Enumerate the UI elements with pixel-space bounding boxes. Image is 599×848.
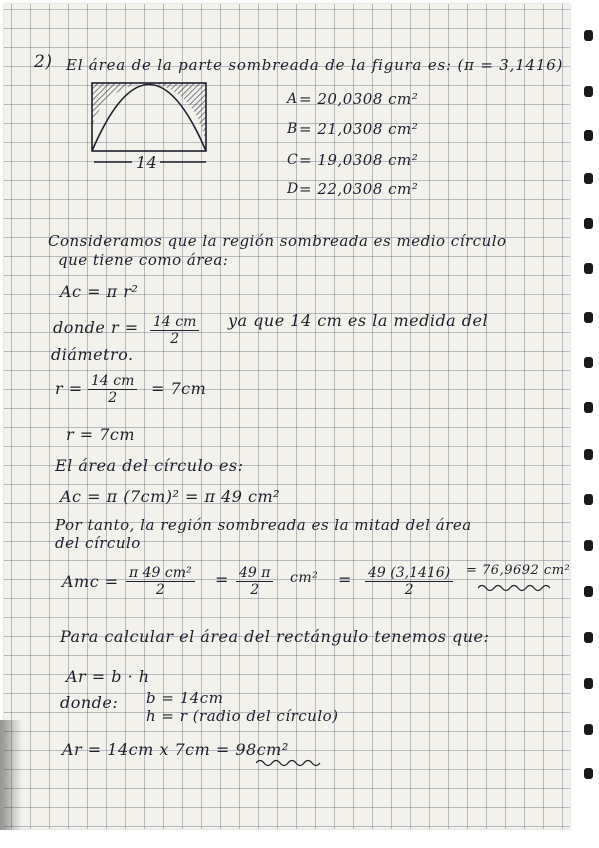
donde-label: donde: — [60, 693, 119, 712]
base-definition: b = 14cm — [146, 689, 224, 707]
fraction-denominator: 2 — [108, 390, 118, 406]
option-a-letter: A — [287, 91, 298, 107]
formula-circle-area: Ac = π r² — [60, 282, 139, 301]
radius-result: = 7cm — [151, 379, 207, 398]
option-b-value: = 21,0308 cm² — [299, 120, 419, 138]
circle-area-intro: El área del círculo es: — [55, 456, 244, 475]
radius-final: r = 7cm — [66, 425, 136, 444]
binding-hole — [584, 678, 593, 689]
option-d-letter: D — [287, 181, 299, 197]
fraction-amc-c — [365, 565, 453, 598]
amc-label: Amc = — [62, 572, 119, 591]
option-c-value: = 19,0308 cm² — [299, 151, 419, 169]
equals-sign: = — [215, 570, 229, 589]
underline-squiggle — [478, 583, 550, 593]
binding-hole — [584, 173, 593, 184]
option-b-letter: B — [287, 121, 298, 137]
diametro-text: diámetro. — [51, 345, 134, 364]
binding-hole — [584, 312, 593, 323]
binding-hole — [584, 218, 593, 229]
fraction-numerator: 49 (3,1416) — [365, 565, 453, 582]
fraction-denominator: 2 — [250, 582, 260, 598]
problem-statement: El área de la parte sombreada de la figura es: (π = 3,1416) — [66, 56, 564, 74]
binding-hole — [584, 724, 593, 735]
binding-hole — [584, 632, 593, 643]
fraction-unit: cm² — [290, 570, 319, 586]
binding-hole — [584, 30, 593, 41]
por-tanto-line-1: Por tanto, la región sombreada es la mitad del área — [55, 516, 472, 534]
shaded-region-right — [152, 83, 206, 146]
fraction-amc-a — [126, 565, 195, 598]
option-d-value: = 22,0308 cm² — [299, 180, 419, 198]
binding-hole — [584, 357, 593, 368]
problem-number: 2) — [34, 52, 53, 72]
fraction-denominator: 2 — [170, 331, 180, 347]
binding-hole — [584, 449, 593, 460]
solution-line-1: Consideramos que la región sombreada es medio círculo — [48, 232, 507, 250]
binding-hole — [584, 494, 593, 505]
fraction-numerator: 14 cm — [150, 314, 199, 331]
circle-area-formula: Ac = π (7cm)² = π 49 cm² — [60, 487, 281, 506]
underline-squiggle — [256, 758, 322, 768]
r-equals-label: r = — [55, 379, 83, 398]
fraction-numerator: 49 π — [236, 565, 273, 582]
binding-hole — [584, 586, 593, 597]
page-shadow — [0, 720, 22, 830]
fraction-denominator: 2 — [404, 582, 414, 598]
amc-result: = 76,9692 cm² — [466, 563, 571, 578]
binding-hole — [584, 402, 593, 413]
binding-hole — [584, 540, 593, 551]
fraction-numerator: π 49 cm² — [126, 565, 195, 582]
fraction-radius — [150, 314, 199, 347]
spiral-binding — [582, 30, 599, 790]
ya-que-text: ya que 14 cm es la medida del — [228, 311, 489, 330]
fraction-numerator: 14 cm — [88, 373, 137, 390]
solution-line-2: que tiene como área: — [58, 251, 229, 269]
rect-formula: Ar = b · h — [66, 667, 150, 686]
rect-area-result: Ar = 14cm x 7cm = 98cm² — [62, 740, 289, 759]
option-a-value: = 20,0308 cm² — [299, 90, 419, 108]
fraction-radius-2 — [88, 373, 137, 406]
fraction-denominator: 2 — [155, 582, 165, 598]
donde-r-label: donde r = — [53, 318, 139, 337]
binding-hole — [584, 263, 593, 274]
fraction-amc-b — [236, 565, 273, 598]
binding-hole — [584, 86, 593, 97]
figure-dimension-label: 14 — [136, 153, 158, 172]
binding-hole — [584, 130, 593, 141]
equals-sign: = — [338, 570, 352, 589]
option-c-letter: C — [287, 152, 299, 168]
binding-hole — [584, 768, 593, 779]
por-tanto-line-2: del círculo — [55, 534, 141, 552]
height-definition: h = r (radio del círculo) — [146, 707, 339, 725]
rect-intro: Para calcular el área del rectángulo tenemos que: — [60, 627, 490, 646]
